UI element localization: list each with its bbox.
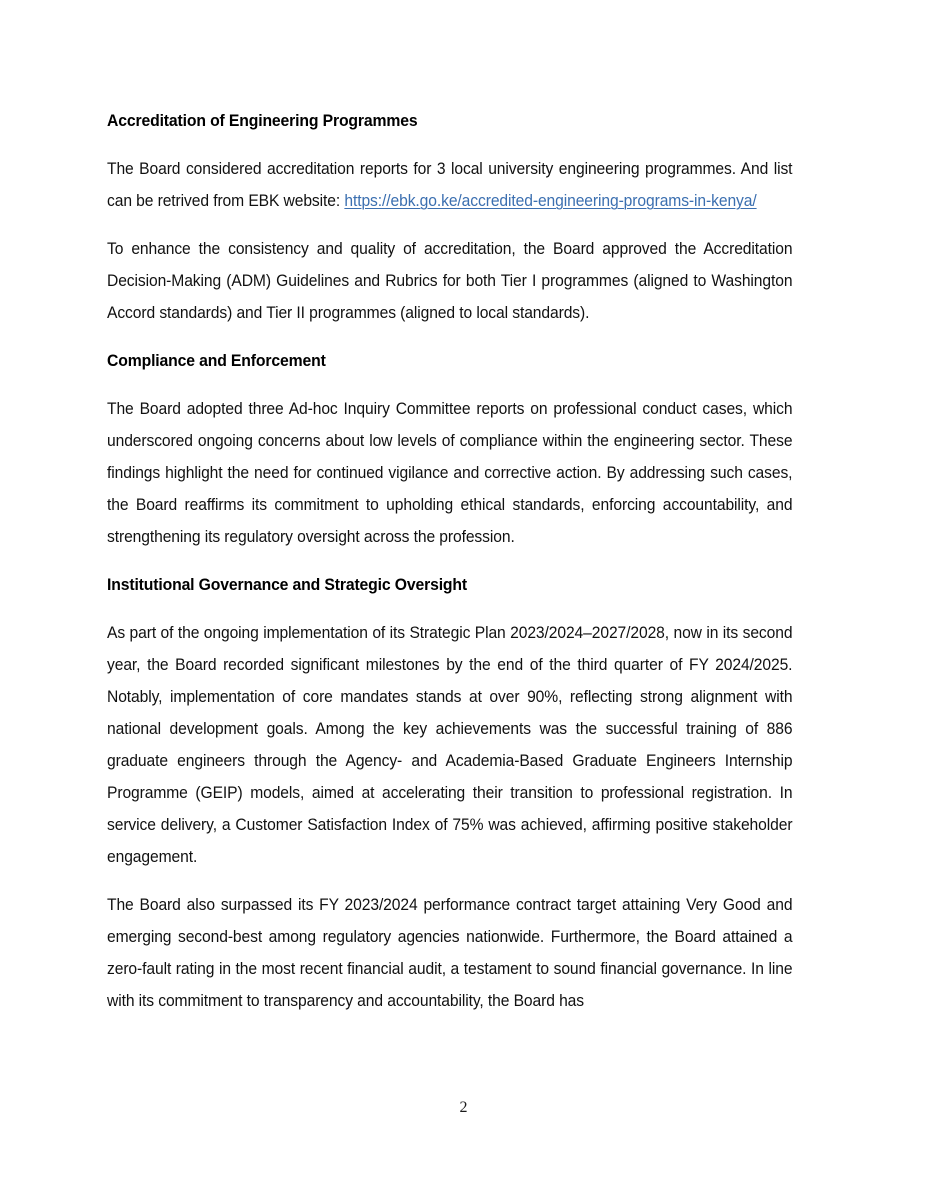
heading-compliance-and-enforcement: Compliance and Enforcement [107, 352, 326, 370]
heading-accreditation-of-engineering-programmes: Accreditation of Engineering Programmes [107, 112, 418, 130]
paragraph-adm-guidelines: To enhance the consistency and quality of accreditation, the Board approved the Accreditation Decision-Making (ADM) Guidelines and Rubrics for both Tier I programmes (aligned to Washington Accord standards) and Tier II programmes (aligned to local standards). [107, 240, 793, 322]
paragraph-ad-hoc-inquiry-reports: The Board adopted three Ad-hoc Inquiry Committee reports on professional conduct cases, which underscored ongoing concerns about low levels of compliance within the engineering sector. These findings highlight the need for continued vigilance and corrective action. By addressing such cases, the Board reaffirms its commitment to upholding ethical standards, enforcing accountability, and strengthening its regulatory oversight across the profession. [107, 400, 793, 546]
ebk-accredited-programmes-link[interactable]: https://ebk.go.ke/accredited-engineering-programs-in-kenya/ [344, 192, 757, 210]
paragraph-performance-contract: The Board also surpassed its FY 2023/2024 performance contract target attaining Very Good and emerging second-best among regulatory agencies nationwide. Furthermore, the Board attained a zero-fault rating in the most recent financial audit, a testament to sound financial governance. In line with its commitment to transparency and accountability, the Board has [107, 896, 793, 1010]
document-body [107, 105, 821, 1017]
paragraph-strategic-plan-milestones: As part of the ongoing implementation of its Strategic Plan 2023/2024–2027/2028, now in its second year, the Board recorded significant milestones by the end of the third quarter of FY 2024/2025. Notably, implementation of core mandates stands at over 90%, reflecting strong alignment with national development goals. Among the key achievements was the successful training of 886 graduate engineers through the Agency- and Academia-Based Graduate Engineers Internship Programme (GEIP) models, aimed at accelerating their transition to professional registration. In service delivery, a Customer Satisfaction Index of 75% was achieved, affirming positive stakeholder engagement. [107, 624, 793, 866]
page-number: 2 [459, 1099, 468, 1116]
paragraph-accreditation-reports [107, 153, 792, 217]
paragraph-text-before-link: The Board considered accreditation reports for 3 local university engineering programmes. And list can be retrived from EBK website: [107, 160, 793, 210]
heading-institutional-governance-and-strategic-oversight: Institutional Governance and Strategic Oversight [107, 576, 468, 594]
